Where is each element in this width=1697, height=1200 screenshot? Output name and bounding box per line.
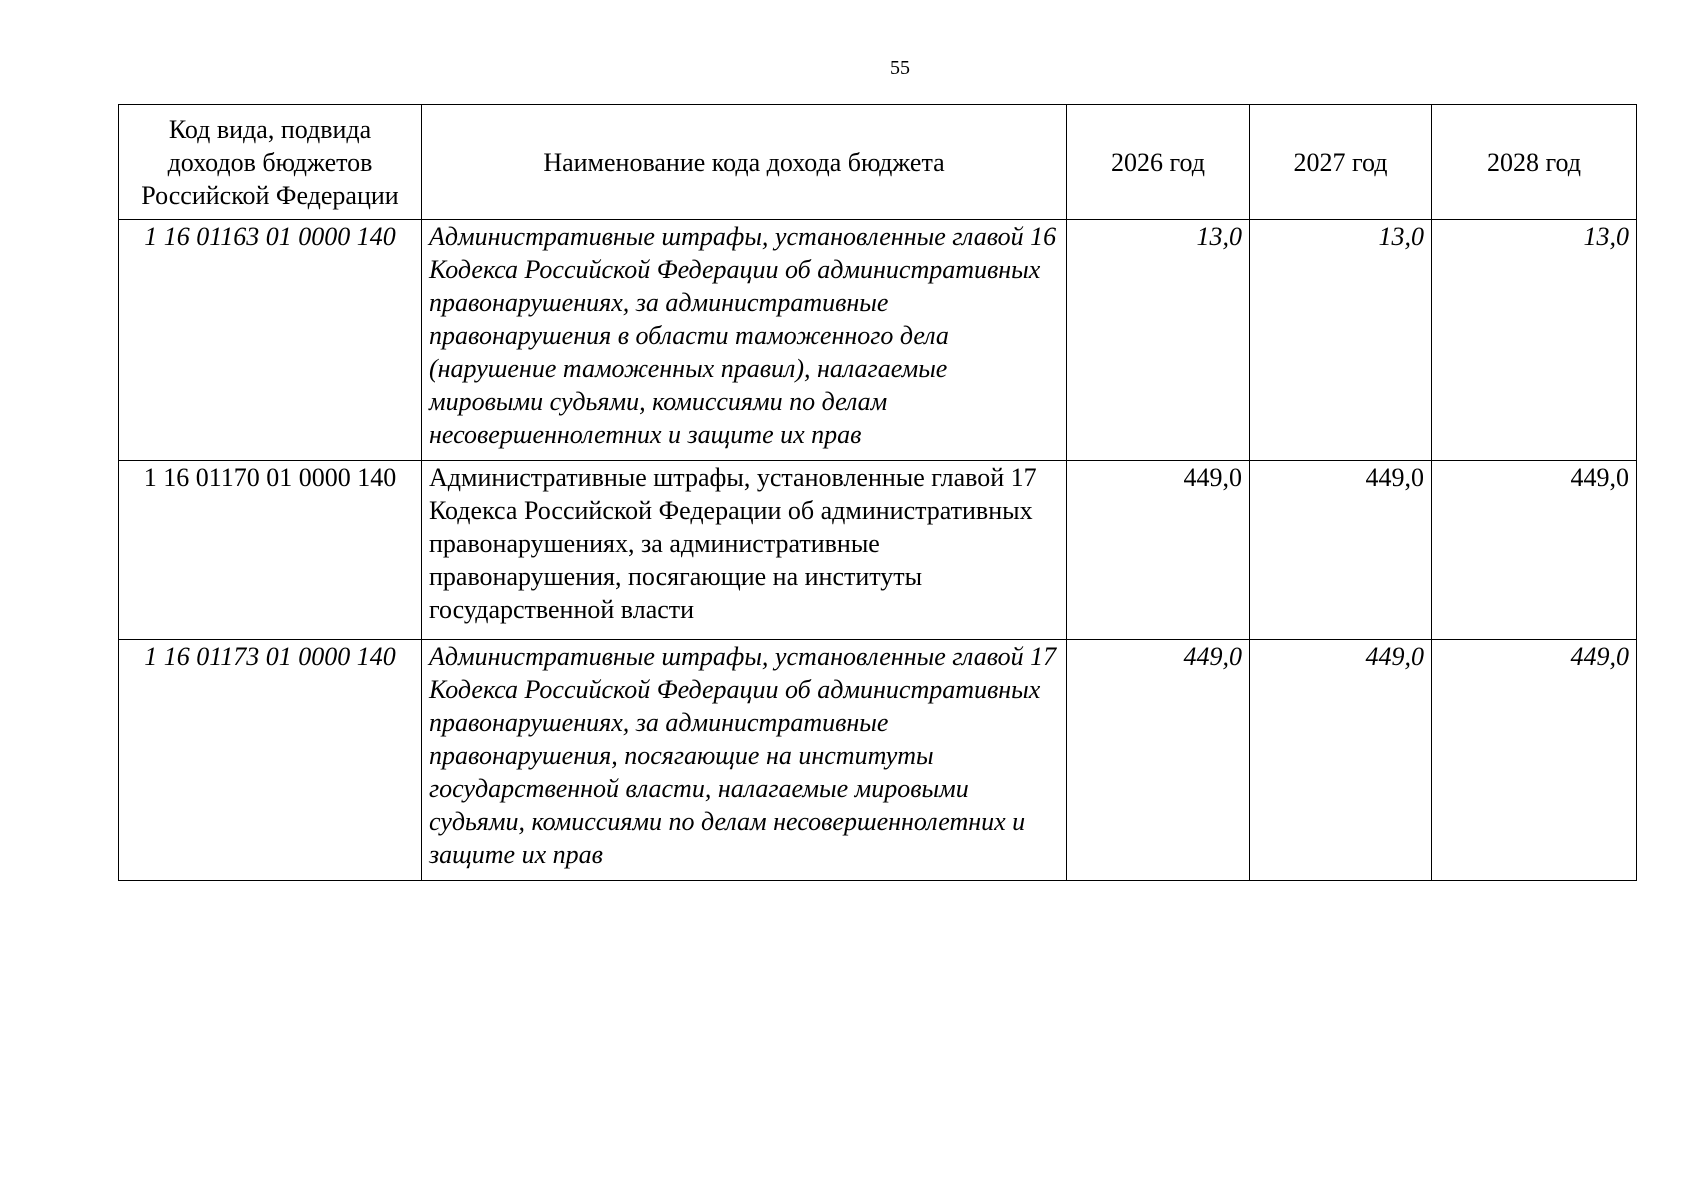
header-2026: 2026 год [1067, 105, 1250, 220]
table-row [119, 461, 1637, 640]
row-name: Административные штрафы, установленные главой 17 Кодекса Российской Федерации об административных правонарушениях, за административные правонарушения, посягающие на институты государственной власти [422, 461, 1067, 640]
page-number: 55 [890, 57, 910, 79]
row-value-2026: 13,0 [1067, 220, 1250, 461]
budget-revenue-table [118, 104, 1637, 881]
header-code: Код вида, подвида доходов бюджетов Российской Федерации [119, 105, 422, 220]
row-code: 1 16 01163 01 0000 140 [119, 220, 422, 461]
row-name: Административные штрафы, установленные главой 17 Кодекса Российской Федерации об административных правонарушениях, за административные правонарушения, посягающие на институты государственной власти, налагаемые мировыми судьями, комиссиями по делам несовершеннолетних и защите их прав [422, 640, 1067, 881]
row-value-2028: 449,0 [1432, 640, 1637, 881]
row-value-2028: 13,0 [1432, 220, 1637, 461]
header-name: Наименование кода дохода бюджета [422, 105, 1067, 220]
row-value-2028: 449,0 [1432, 461, 1637, 640]
header-2027: 2027 год [1250, 105, 1432, 220]
row-name: Административные штрафы, установленные главой 16 Кодекса Российской Федерации об административных правонарушениях, за административные правонарушения в области таможенного дела (нарушение таможенных правил), налагаемые мировыми судьями, комиссиями по делам несовершеннолетних и защите их прав [422, 220, 1067, 461]
row-value-2027: 449,0 [1250, 461, 1432, 640]
header-2028: 2028 год [1432, 105, 1637, 220]
row-value-2027: 13,0 [1250, 220, 1432, 461]
row-value-2027: 449,0 [1250, 640, 1432, 881]
table-row [119, 220, 1637, 461]
row-code: 1 16 01173 01 0000 140 [119, 640, 422, 881]
row-value-2026: 449,0 [1067, 461, 1250, 640]
row-value-2026: 449,0 [1067, 640, 1250, 881]
table-row [119, 640, 1637, 881]
table-header-row [119, 105, 1637, 220]
row-code: 1 16 01170 01 0000 140 [119, 461, 422, 640]
